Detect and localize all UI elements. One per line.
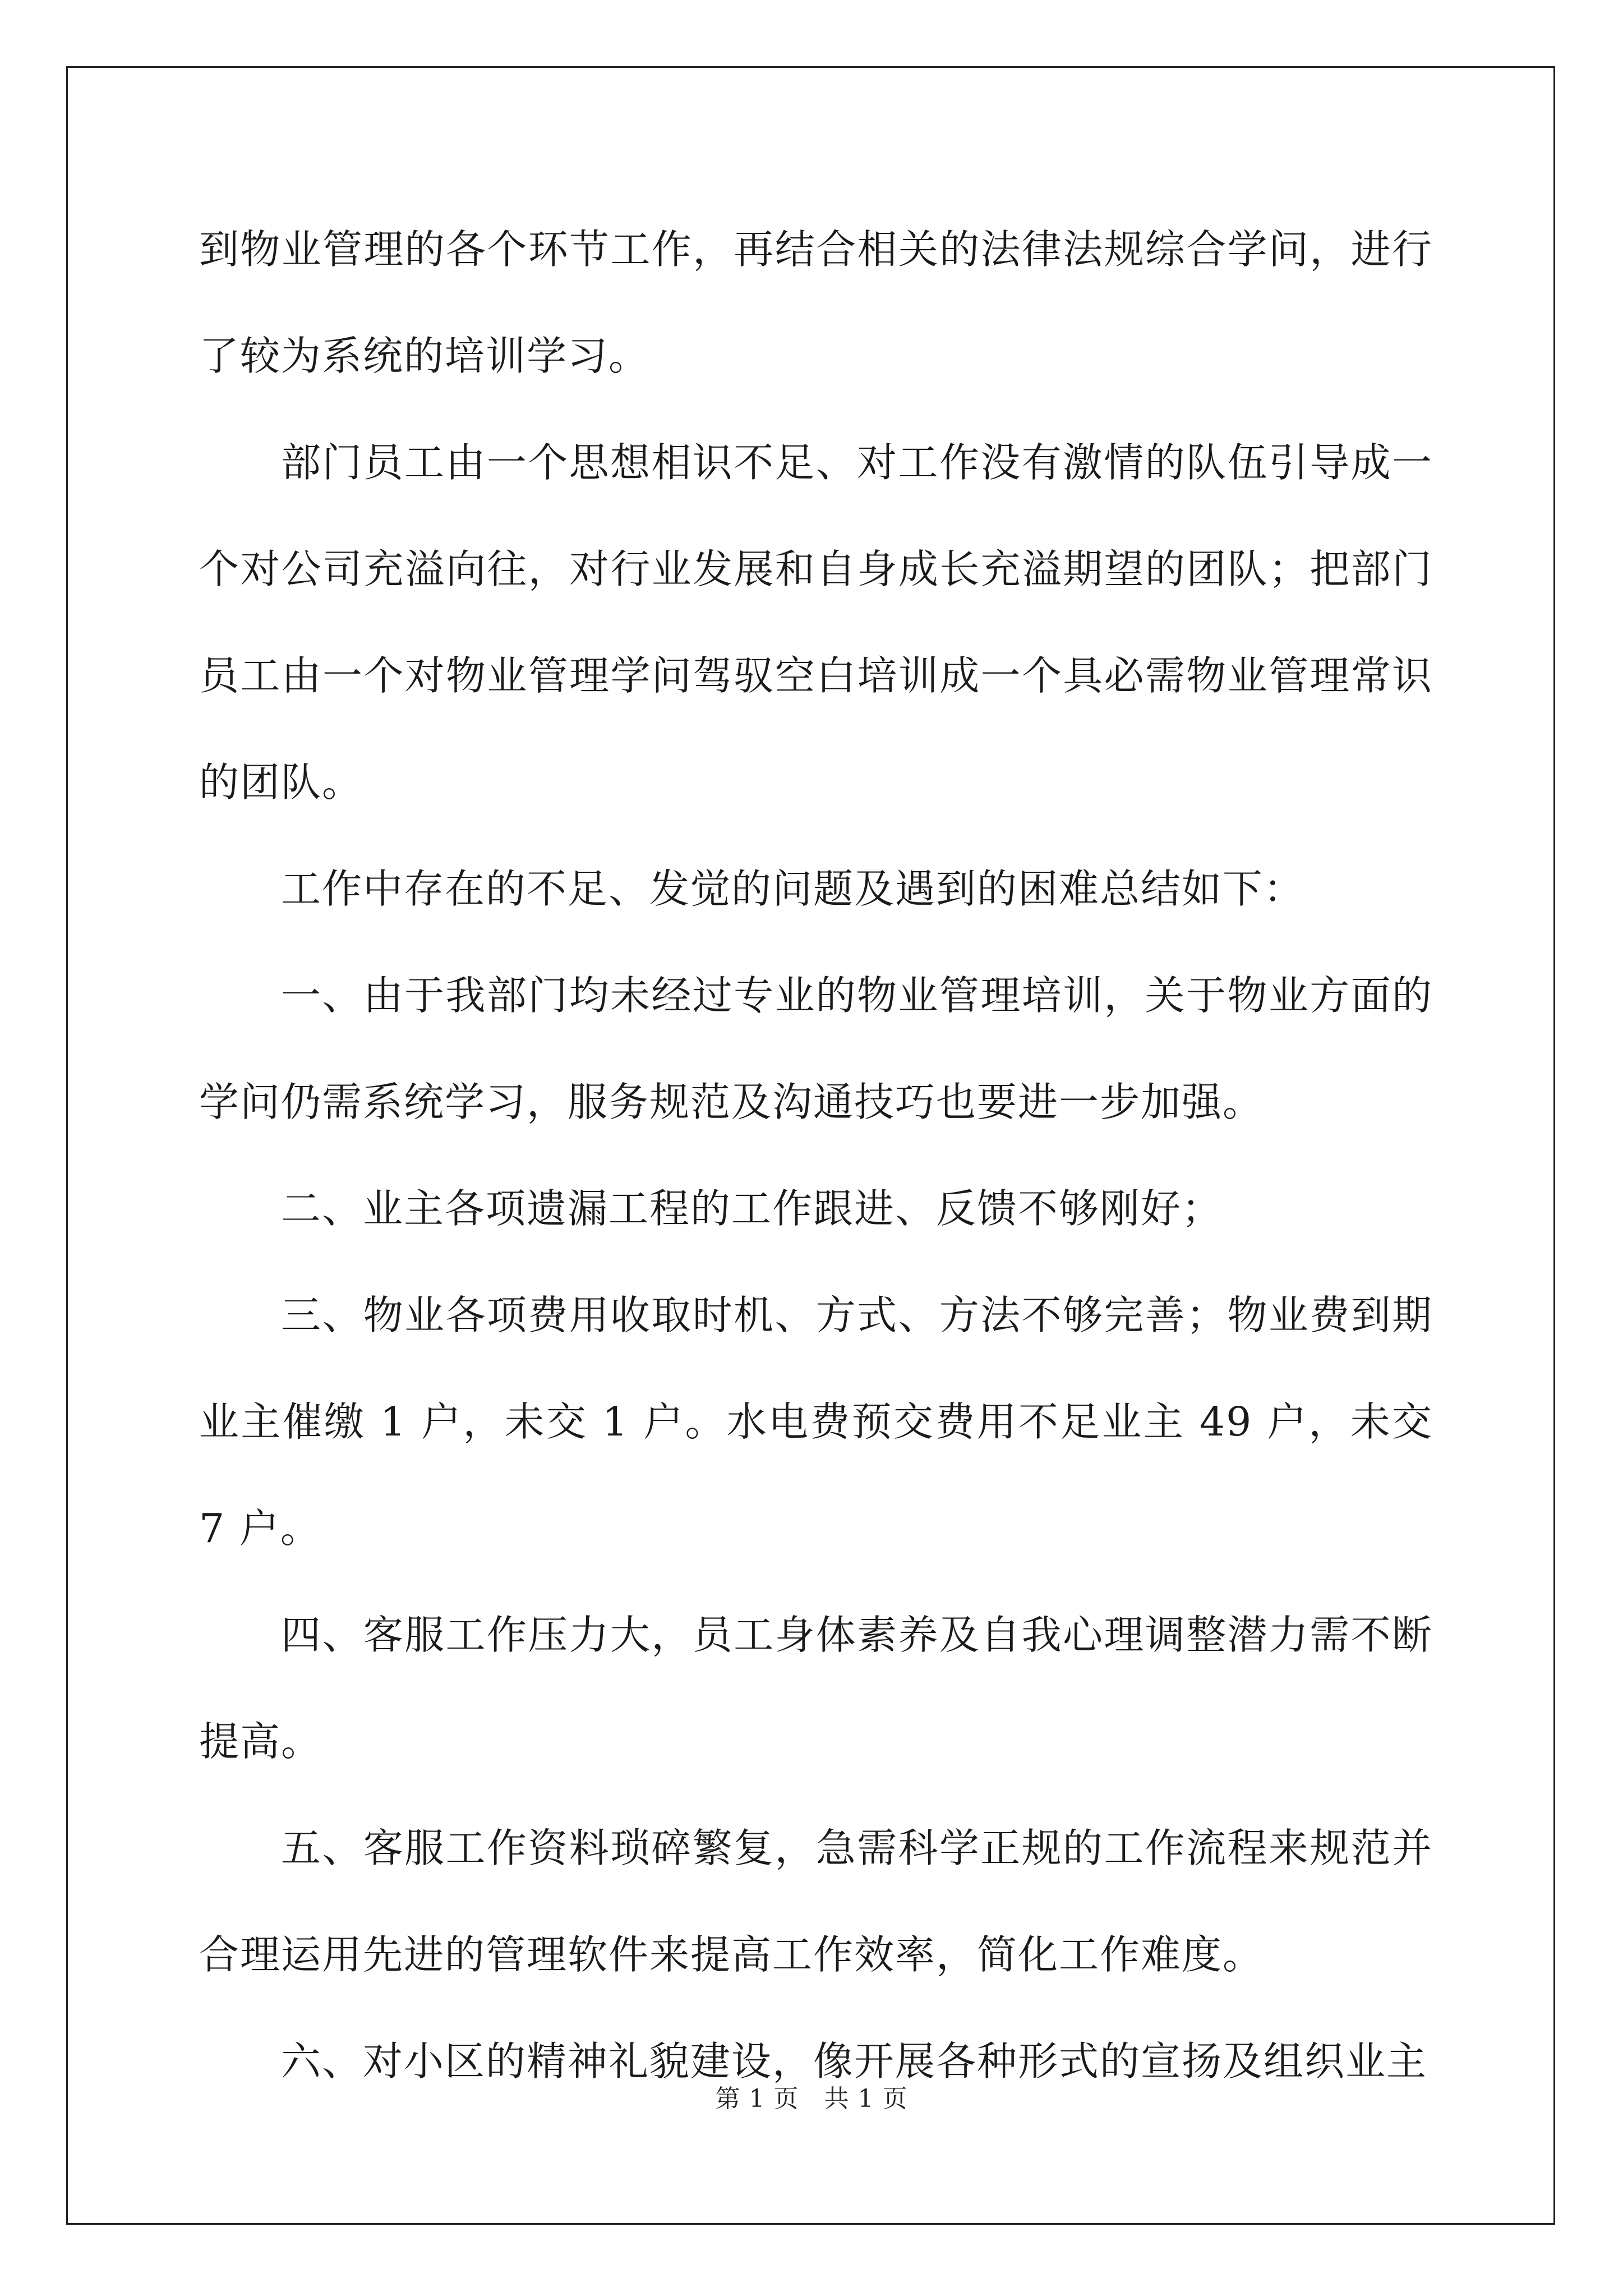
paragraph-5: 二、业主各项遗漏工程的工作跟进、反馈不够刚好； [281, 1185, 1223, 1232]
paragraph-3: 工作中存在的不足、发觉的问题及遇到的困难总结如下： [281, 866, 1305, 912]
page-footer: 第 1 页 共 1 页 [715, 2085, 908, 2113]
paragraph-8: 五、客服工作资料琐碎繁复，急需科学正规的工作流程来规范并合理运用先进的管理软件来提高工作效率，简化工作难度。 [199, 1825, 1433, 1978]
paragraph-4: 一、由于我部门均未经过专业的物业管理培训，关于物业方面的学问仍需系统学习，服务规范及沟通技巧也要进一步加强。 [199, 972, 1433, 1125]
paragraph-1: 到物业管理的各个环节工作，再结合相关的法律法规综合学问，进行了较为系统的培训学习。 [199, 226, 1433, 379]
paragraph-7: 四、客服工作压力大，员工身体素养及自我心理调整潜力需不断提高。 [199, 1612, 1433, 1765]
document-body [199, 196, 1433, 2115]
paragraph-9: 六、对小区的精神礼貌建设，像开展各种形式的宣扬及组织业主 [281, 2038, 1428, 2085]
paragraph-6: 三、物业各项费用收取时机、方式、方法不够完善；物业费到期业主催缴 1 户，未交 1 户。水电费预交费用不足业主 49 户，未交 7 户。 [199, 1292, 1433, 1552]
paragraph-2: 部门员工由一个思想相识不足、对工作没有激情的队伍引导成一个对公司充溢向往，对行业发展和自身成长充溢期望的团队；把部门员工由一个对物业管理学问驾驭空白培训成一个具必需物业管理常识的团队。 [199, 439, 1433, 806]
